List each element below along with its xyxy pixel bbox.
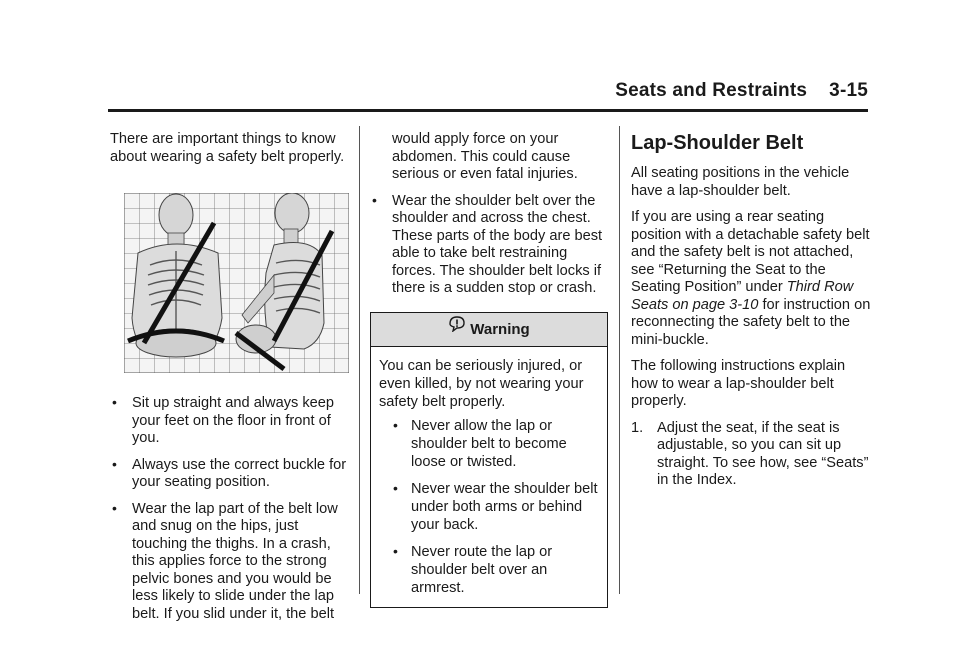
list-item: • Sit up straight and always keep your feet on the floor in front of you. [112,394,334,446]
list-item: • Always use the correct buckle for your seating position. [112,455,347,490]
section-title: Seats and Restraints [615,80,808,101]
bullet-icon: • [393,542,398,559]
header-rule [108,109,868,112]
paragraph-with-reference: If you are using a rear seating position with a detachable safety belt and the safety belt is not attached, see “Returning the Seat to the Seating Position” under Third Row Seats on page 3-10 for instruction on reconnecting the safety belt to the mini-buckle. [631,209,871,348]
warning-title: Warning [470,320,530,338]
list-item: • Never route the lap or shoulder belt over an armrest. [393,542,553,596]
bullet-icon: • [393,416,398,433]
column-divider-1 [359,126,360,594]
warning-box [370,312,608,608]
bullet-icon: • [112,455,117,472]
column-2 [370,131,610,608]
continued-text: would apply force on your abdomen. This could cause serious or even fatal injuries. [392,131,578,182]
numbered-steps [631,420,871,490]
list-item: • Wear the shoulder belt over the shoulder and across the chest. These parts of the body are best able to take belt restraining forces. The shoulder belt locks if there is a sudden stop or crash. [372,191,603,296]
list-item: • Never wear the shoulder belt under both arms or behind your back. [393,479,598,533]
bullet-icon: • [372,191,377,208]
page-number: 3-15 [829,80,868,101]
step-number: 1. [631,419,644,436]
warning-body [371,347,607,607]
warning-icon [448,311,466,344]
paragraph: The following instructions explain how to wear a lap-shoulder belt properly. [631,358,846,409]
list-item: • Never allow the lap or shoulder belt to become loose or twisted. [393,416,567,470]
paragraph: All seating positions in the vehicle have a lap-shoulder belt. [631,165,850,199]
list-item: 1. Adjust the seat, if the seat is adjustable, so you can sit up straight. To see how, see “Seats” in the Index. [631,419,869,488]
seatbelt-diagram [124,193,349,373]
intro-paragraph: There are important things to know about wearing a safety belt properly. [110,131,345,165]
warning-header [371,313,607,347]
column-3 [631,131,871,490]
bullet-icon: • [112,499,117,516]
page-header [108,76,868,106]
cross-reference: Third Row Seats on page 3-10 [631,279,854,313]
seatbelt-illustration [124,193,349,373]
section-heading: Lap-Shoulder Belt [631,132,804,154]
header-text [615,80,868,102]
column-divider-2 [619,126,620,594]
bullet-icon: • [393,479,398,496]
warning-text: You can be seriously injured, or even killed, by not wearing your safety belt properly. [379,357,584,410]
bullet-icon: • [112,394,117,410]
warning-bullet-list [379,417,599,597]
column-1 [110,131,355,632]
list-item: • Wear the lap part of the belt low and snug on the hips, just touching the thighs. In a crash, this applies force to the strong pelvic bones and you would be less likely to slide under the lap belt. If you slid under it, the belt [112,499,338,622]
bullet-list-2 [370,193,610,298]
bullet-list-1 [110,395,355,623]
